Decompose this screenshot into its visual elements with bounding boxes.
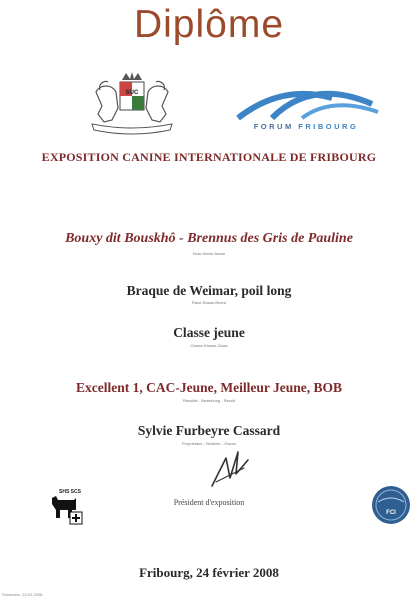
breed: Braque de Weimar, poil long xyxy=(126,283,292,298)
owner: Sylvie Furbeyre Cassard xyxy=(137,423,281,438)
fci-logo xyxy=(370,484,412,526)
breed-label: Race-Rasse-Breed xyxy=(191,300,226,305)
dog-name-label: Nom-Name-Name xyxy=(192,251,226,256)
suc-logo-text: SUC xyxy=(125,90,139,96)
dog-name: Bouxy dit Bouskhô - Brennus des Gris de Pauline xyxy=(65,231,353,246)
result: Excellent 1, CAC-Jeune, Meilleur Jeune, BOB xyxy=(76,380,342,395)
exhibition-title: EXPOSITION CANINE INTERNATIONALE DE FRIBOURG xyxy=(41,150,377,164)
shs-logo-text: SHS SCS xyxy=(59,489,81,495)
footer-note: Dimanche, 24.02.2008 xyxy=(2,592,43,597)
forum-wordmark xyxy=(232,122,380,131)
place-and-date: Fribourg, 24 février 2008 xyxy=(139,565,279,580)
diploma-title: Diplôme xyxy=(133,3,285,46)
signature-mark xyxy=(208,448,254,492)
fci-logo-text: FCI xyxy=(386,510,396,516)
forum-arcs-icon xyxy=(232,78,380,122)
forum-prefix: FORUM xyxy=(253,122,294,131)
owner-label: Propriétaire - Besitzer - Owner xyxy=(181,441,236,446)
suc-crest-logo xyxy=(82,70,182,136)
class: Classe jeune xyxy=(173,325,245,340)
class-label: Classe-Klasse-Class xyxy=(190,343,228,348)
president-label: Président d'exposition xyxy=(173,498,245,507)
shs-scs-logo xyxy=(46,486,84,526)
forum-suffix: FRIBOURG xyxy=(298,122,359,131)
result-label: Résultat - Bewertung - Result xyxy=(182,398,236,403)
forum-fribourg-logo xyxy=(232,78,380,136)
